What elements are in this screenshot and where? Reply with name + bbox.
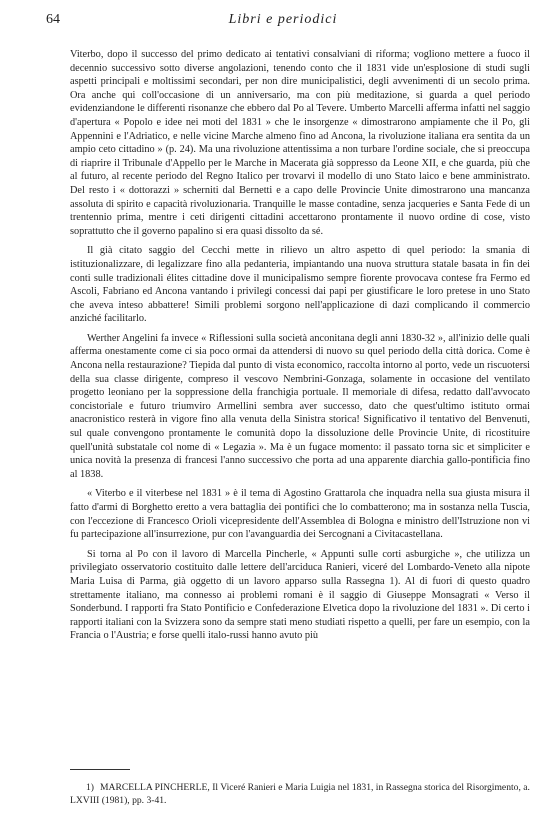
article-body xyxy=(70,48,530,649)
paragraph-3: Werther Angelini fa invece « Riflessioni sulla società anconitana degli anni 1830-32 », all'inizio delle quali afferma onestamente come ci sia poco ormai da attendersi di nuovo su quel periodo della città dorica. Come è Ancona nella restaurazione? Tiepida dal punto di vista economico, raccolta intorno al porto, vede un riscuotersi della sua classe dirigente, compreso il vescovo Nembrini-Gonzaga, solamente in occasione del ventilato progetto leoniano per la soppressione della franchigia portuale. Il memoriale di difesa, redatto dall'avvocato concistoriale e futuro triumviro Armellini sembra aver successo, dato che quest'ultimo istituto ormai anacronistico resterà in vigore fino alla venuta della Sinistra storica! Significativo il tentativo del Benvenuti, sul quale convengono prontamente le comunità dopo la dissoluzione delle Provincie Unite, di ricostituire quell'unità substatale col nome di « Legazia ». Ma è un fugace momento: il passato torna sic et simpliciter e unica novità la presenza di francesi l'anno successivo che porta ad una apparente diarchia gallo-pontificia fino al 1838. xyxy=(70,332,530,480)
footnote-mark: 1) xyxy=(86,782,94,793)
paragraph-5: Si torna al Po con il lavoro di Marcella Pincherle, « Appunti sulle corti asburgiche », che utilizza un privilegiato osservatorio costituito dalle lettere dell'arciduca Ranieri, viceré del Lombardo-Veneto alla nipote Maria Luisa di Parma, già oggetto di un lavoro apparso sulla Rassegna 1). Al di fuori di questo quadro strettamente italiano, ma connesso ai problemi romani è il saggio di Giuseppe Monsagrati « Verso il Sonderbund. I rapporti fra Stato Pontificio e Confederazione Elvetica dopo la rivoluzione del 1831 ». Di certo i rapporti italiani con la Svizzera sono da sempre stati meno studiati rispetto a quelli, per fare un esempio, con la Francia o l'Austria; e forse quelli italo-russi hanno avuto più xyxy=(70,548,530,642)
paragraph-1: Viterbo, dopo il successo del primo dedicato ai tentativi consalviani di riforma; vogliono mettere a fuoco il decennio successivo sotto diverse angolazioni, tenendo conto che il 1831 vide un'esplosione di studi sugli aspetti principali e moltissimi secondari, per non dire municipalistici, degli avvenimenti di un secolo prima. Ora anche qui coll'occasione di un anniversario, ma con più meditazione, si guarda a quel periodo evidenziandone le differenti risonanze che ebbero dal Po al Tevere. Umberto Marcelli afferma infatti nel saggio d'apertura « Popolo e idee nei moti del 1831 » che le insorgenze « dimostrarono ampiamente che il Po, gli Appennini e l'Adriatico, e nelle vicine Marche almeno fino ad Ancona, la rivoluzione italiana era sentita da un ampio ceto cittadino » (p. 24). Ma una rivoluzione attentissima a non turbare l'ordine sociale, che si preoccupa di riaprire il Tribunale d'Appello per le Marche in Macerata già soppresso da Leone XII, e che guarda, più che al futuro, al recente periodo del Regno Italico per trovarvi il modello di uno Stato laico e bene amministrato. Del resto i « dottorazzi » scherniti dal Bernetti e a capo delle Provincie Unite dimostrarono una mancanza assoluta di spirito e capacità rivoluzionaria. Tranquille le masse contadine, senza jacqueries e Santa Fede di un trentennio prima, mentre i ceti dirigenti cittadini accettarono prontamente il nuovo ordine di cose, visto soprattutto che il governo papalino si era quasi dissolto da sé. xyxy=(70,49,530,237)
page-number: 64 xyxy=(46,12,60,27)
paragraph-2: Il già citato saggio del Cecchi mette in rilievo un altro aspetto di quel periodo: la smania di istituzionalizzare, di legalizzare fino alla pedanteria, impiantando una nuova struttura statale basata in fin dei conti sulle tradizionali élites cittadine dove il municipalismo sempre fiorente provocava contese fra Fermo ed Ascoli, Fabriano ed Ancona vantando i privilegi concessi dai papi per giustificare le loro pretese in uno Stato che aveva inteso abbattere! Simili problemi sorgono nell'applicazione di dazi complicando il commercio anziché facilitarlo. xyxy=(70,245,530,325)
paragraph-4: « Viterbo e il viterbese nel 1831 » è il tema di Agostino Grattarola che inquadra nella sua giusta misura il fatto d'armi di Borghetto eretto a vera battaglia dei pontifici che lo combatterono; ma in sostanza nella Tuscia, con l'eccezione di Francesco Orioli vicepresidente dell'Assemblea di Bologna e ministro dell'Istruzione non vi fu partecipazione all'insurrezione, pur con l'avanguardia dei Sercognani a Civitacastellana. xyxy=(70,488,530,541)
page-header xyxy=(46,12,520,32)
footnote-text: MARCELLA PINCHERLE, Il Viceré Ranieri e Maria Luigia nel 1831, in Rassegna storica del Risorgimento, a. LXVIII (1981), pp. 3-41. xyxy=(70,782,530,806)
running-title: Libri e periodici xyxy=(228,12,338,27)
footnote xyxy=(70,781,530,807)
footnote-divider xyxy=(70,769,130,770)
